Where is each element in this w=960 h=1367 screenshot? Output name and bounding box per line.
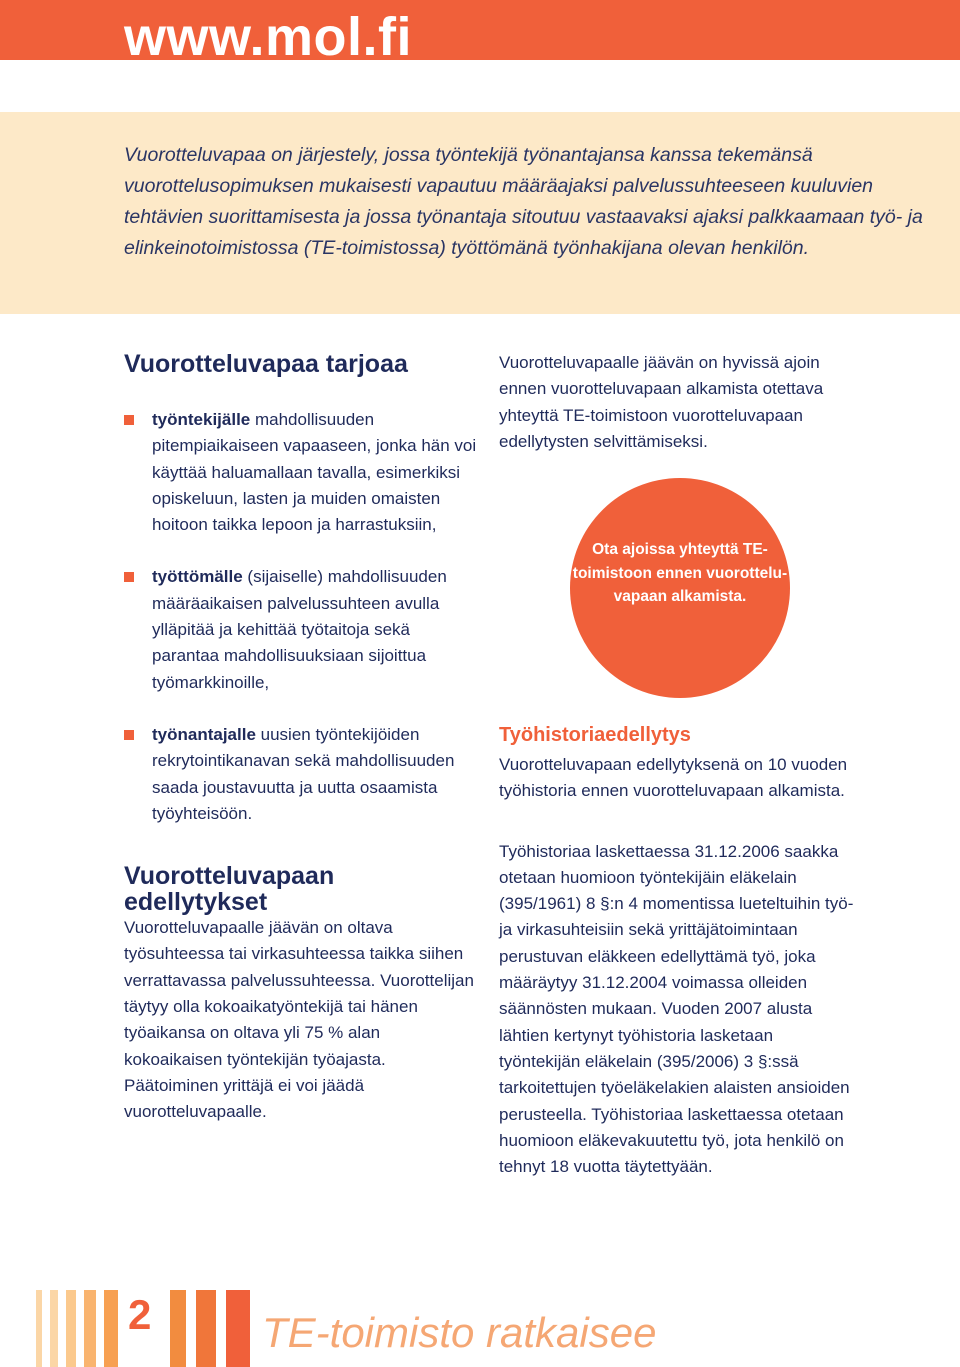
- list-item-text: mahdollisuuden pitempiaikaiseen vapaaseen, jonka hän voi käyttää haluamallaan tavalla, esimerkiksi opiskeluun, lasten ja muiden omaisten hoitoon taikka lepoon ja harrastuksiin,: [152, 410, 477, 535]
- header-band: [0, 0, 960, 60]
- site-url: www.mol.fi: [124, 7, 412, 60]
- footer-stripe: [66, 1290, 76, 1367]
- footer-stripe: [84, 1290, 96, 1367]
- contact-text: Vuorotteluvapaalle jäävän on hyvissä ajoin ennen vuorotteluvapaan alkamista otettava yhteyttä TE-toimistoon vuorotteluvapaan edellytysten selvittämiseksi.: [499, 353, 824, 451]
- footer-title: TE-toimisto ratkaisee: [262, 1309, 657, 1356]
- footer-stripe: [226, 1290, 250, 1367]
- conditions-text: Vuorotteluvapaalle jäävän on oltava työsuhteessa tai virkasuhteessa taikka siihen verrattavassa palvelussuhteessa. Vuorottelijan täytyy olla kokoaikatyöntekijä tai hänen työaikansa on oltava yli 75 % alan kokoaikaisen työntekijän työajasta. Päätoiminen yrittäjä ei voi jäädä vuorotteluvapaalle.: [124, 918, 474, 1122]
- list-item-keyword: työttömälle: [152, 567, 243, 587]
- bullet-square-icon: [124, 730, 134, 740]
- bullet-square-icon: [124, 415, 134, 425]
- work-history-heading: Työhistoriaedellytys: [499, 724, 691, 746]
- list-item: [124, 564, 480, 695]
- left-column: [124, 345, 480, 1126]
- callout-circle: [570, 478, 790, 698]
- offers-heading: Vuorotteluvapaa tarjoaa: [124, 350, 408, 378]
- offers-list: [124, 407, 480, 827]
- footer-stripe: [170, 1290, 186, 1367]
- list-item-text: (sijaiselle) mahdollisuuden määräaikaisen palvelussuhteen avulla ylläpitää ja kehittää työtaitoja sekä parantaa mahdollisuuksiaan sijoittua työmarkkinoille,: [152, 567, 447, 692]
- right-column: [499, 350, 859, 455]
- work-history-details: Työhistoriaa laskettaessa 31.12.2006 saakka otetaan huomioon työntekijäin eläkelain (395/1961) 8 §:n 4 momentissa lueteltuihin työ- ja virkasuhteisiin sekä yrittäjätoimintaan perustuvan eläkkeen edellyttämä työ, joka määräytyy 31.12.2004 voimassa olleiden säännösten mukaan. Vuoden 2007 alusta lähtien kertynyt työhistoria lasketaan työntekijän eläkelain (395/2006) 3 §:ssä tarkoitettujen työeläkelakien alaisten ansioiden perusteella. Työhistoriaa laskettaessa otetaan huomioon eläkevakuutettu työ, jota henkilö on tehnyt 18 vuotta täytettyään.: [499, 841, 854, 1177]
- list-item: [124, 407, 480, 538]
- intro-box: [0, 112, 960, 314]
- footer-stripe: [104, 1290, 118, 1367]
- conditions-heading: Vuorotteluvapaan edellytykset: [124, 862, 335, 917]
- work-history-section: [499, 722, 859, 1180]
- footer-stripe: [50, 1290, 58, 1367]
- list-item-keyword: työntekijälle: [152, 410, 251, 429]
- list-item-text: uusien työntekijöiden rekrytointikanavan sekä mahdollisuuden saada joustavuutta ja uutta osaamista työyhteisöön.: [152, 724, 455, 823]
- bullet-square-icon: [124, 572, 134, 582]
- footer-stripe: [196, 1290, 216, 1367]
- page-number: 2: [128, 1291, 152, 1338]
- footer: [0, 1290, 960, 1367]
- work-history-intro: Vuorotteluvapaan edellytyksenä on 10 vuoden työhistoria ennen vuorotteluvapaan alkamista.: [499, 755, 848, 801]
- list-item-keyword: työnantajalle: [152, 724, 256, 744]
- footer-stripe: [36, 1290, 42, 1367]
- callout-text: Ota ajoissa yhteyttä TE-toimistoon ennen vuorotteluvapaan alkamista.: [572, 541, 788, 605]
- list-item: [124, 722, 480, 827]
- intro-text: Vuorotteluvapaa on järjestely, jossa työntekijä työnantajansa kanssa tekemänsä vuorottelusopimuksen mukaisesti vapautuu määräajaksi palvelussuhteeseen kuuluvien tehtävien suorittamisesta ja jossa työnantaja sitoutuu vastaavaksi ajaksi palkkaamaan työ- ja elinkeinotoimistossa (TE-toimistossa) työttömänä työnhakijana olevan henkilön.: [124, 144, 923, 259]
